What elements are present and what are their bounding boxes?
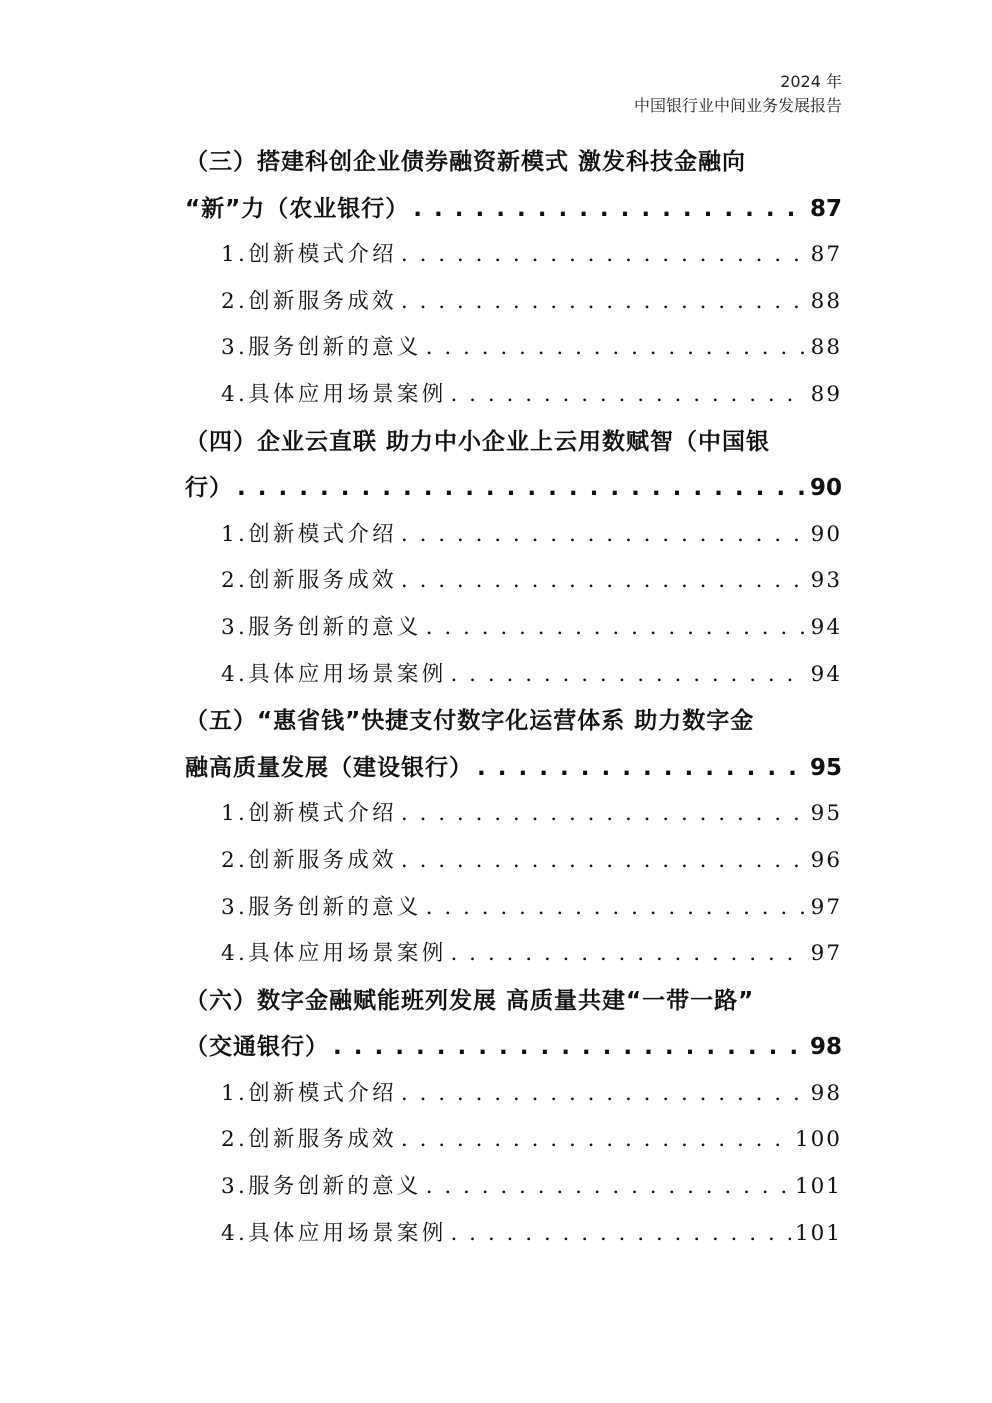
toc-page-number: 93 [810,568,842,594]
toc-item-label: 3.服务创新的意义 [221,335,422,361]
toc-item-label: 1.创新模式介绍 [221,521,397,547]
header-report-title: 中国银行业中间业务发展报告 [633,96,842,115]
dot-leader [426,605,807,652]
toc-item-label: 1.创新模式介绍 [221,1080,397,1106]
dot-leader [401,791,807,838]
toc-page-number: 97 [810,941,842,967]
dot-leader [451,652,807,699]
toc-page-number: 90 [809,475,842,502]
toc-item[interactable] [185,1071,842,1118]
dot-leader [401,232,807,279]
toc-item[interactable] [185,931,842,978]
toc-item-label: 3.服务创新的意义 [221,894,422,920]
dot-leader [477,745,806,792]
toc-section-heading-line2[interactable]: 融高质量发展（建设银行） . . . 95 [185,745,842,792]
toc-item[interactable] [185,372,842,419]
toc-item[interactable] [185,1164,842,1211]
toc-page-number: 94 [810,614,842,640]
dot-leader [451,372,807,419]
toc-page-number: 87 [810,242,842,268]
dot-leader [401,1117,791,1164]
toc-item[interactable] [185,885,842,932]
toc-item-label: 1.创新模式介绍 [221,242,397,268]
toc-section-heading-line1[interactable]: （六）数字金融赋能班列发展 高质量共建“一带一路” [185,987,755,1014]
toc-item-label: 4.具体应用场景案例 [221,381,447,407]
dot-leader [413,186,806,233]
toc-item[interactable] [185,1211,842,1258]
toc-item-label: 1.创新模式介绍 [221,801,397,827]
toc-page-number: 88 [810,335,842,361]
toc-page-number: 89 [810,381,842,407]
toc-item-label: 4.具体应用场景案例 [221,941,447,967]
toc-section-heading-line2[interactable]: （交通银行） . . . 98 [185,1024,842,1071]
toc-section [185,139,842,419]
toc-page-number: 96 [810,847,842,873]
toc-item-label: 2.创新服务成效 [221,288,397,314]
toc-item-label: 2.创新服务成效 [221,568,397,594]
dot-leader [401,1071,807,1118]
dot-leader [401,838,807,885]
toc-item-label: 4.具体应用场景案例 [221,1220,447,1246]
toc-section-heading-line2[interactable]: 行） . . . 90 [185,465,842,512]
toc-item-label: 3.服务创新的意义 [221,1174,422,1200]
toc-item[interactable] [185,652,842,699]
dot-leader [426,1164,791,1211]
table-of-contents [185,139,842,1257]
dot-leader [237,465,806,512]
toc-page-number: 87 [809,195,842,222]
toc-item[interactable] [185,232,842,279]
dot-leader [426,885,807,932]
toc-section-heading-line1[interactable]: （五）“惠省钱”快捷支付数字化运营体系 助力数字金 [185,708,755,735]
toc-section [185,698,842,978]
toc-item-label: 3.服务创新的意义 [221,614,422,640]
dot-leader [401,512,807,559]
toc-item[interactable] [185,279,842,326]
toc-section [185,419,842,699]
toc-page-number: 100 [794,1127,842,1153]
toc-page-number: 97 [810,894,842,920]
toc-item[interactable] [185,512,842,559]
toc-page-number: 88 [810,288,842,314]
toc-page-number: 98 [809,1034,842,1061]
toc-item-label: 2.创新服务成效 [221,1127,397,1153]
toc-item[interactable] [185,791,842,838]
toc-item[interactable] [185,838,842,885]
toc-item-label: 4.具体应用场景案例 [221,661,447,687]
toc-page-number: 101 [794,1174,842,1200]
dot-leader [451,1211,791,1258]
dot-leader [401,558,807,605]
toc-section [185,978,842,1258]
toc-section-heading-line2[interactable]: “新”力（农业银行） . . . 87 [185,186,842,233]
header-year: 2024 年 [780,72,842,91]
toc-page-number: 101 [794,1220,842,1246]
toc-page-number: 95 [810,801,842,827]
dot-leader [401,279,807,326]
toc-page-number: 90 [810,521,842,547]
toc-section-heading-line1[interactable]: （四）企业云直联 助力中小企业上云用数赋智（中国银 [185,428,771,455]
toc-page-number: 95 [809,754,842,781]
toc-item[interactable] [185,325,842,372]
page-header [634,70,842,118]
toc-item[interactable] [185,605,842,652]
dot-leader [333,1024,806,1071]
toc-page-number: 94 [810,661,842,687]
dot-leader [426,325,807,372]
toc-section-heading-line1[interactable]: （三）搭建科创企业债券融资新模式 激发科技金融向 [185,149,747,175]
toc-item-label: 2.创新服务成效 [221,847,397,873]
toc-page-number: 98 [810,1080,842,1106]
toc-item[interactable] [185,1117,842,1164]
toc-item[interactable] [185,558,842,605]
dot-leader [451,931,807,978]
